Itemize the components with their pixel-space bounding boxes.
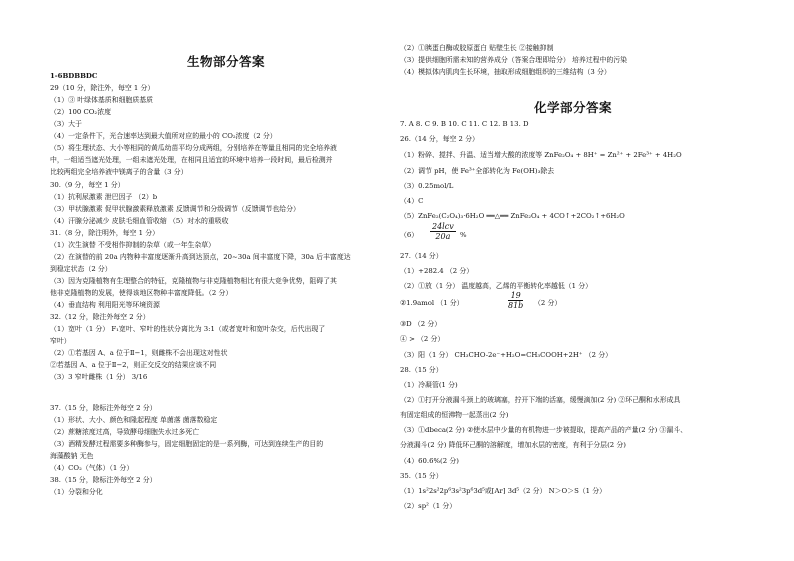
bio-line: 37.（15 分，除标注外每空 2 分） (50, 404, 157, 412)
chem-line: 27.（14 分） (400, 252, 443, 260)
bio-line: （3）提供细胞所需未知的营养成分（答案合理即给分） 培养过程中的污染 (400, 56, 628, 64)
chem-line: （1）冷凝管(1 分) (400, 381, 458, 389)
bio-line: 中，一组适当遮光处理，一组未遮光处理，在相同且适宜的环境中培养一段时间，最后检测并 (50, 156, 333, 164)
bio-line: 32.（12 分，除注外每空 2 分） (50, 313, 150, 321)
fraction-answer-6 (430, 222, 456, 241)
bio-line: 29（10 分，除注外，每空 1 分） (50, 84, 155, 92)
bio-line: （2）①胰蛋白酶或胶原蛋白 贴壁生长 ②接触抑制 (400, 44, 554, 52)
bio-line: 31.（8 分，除注明外，每空 1 分） (50, 229, 159, 237)
bio-line: （2）蔗糖浓度过高，导致酵母细胞失水过多死亡 (50, 428, 200, 436)
bio-line: 窄叶） (50, 337, 71, 345)
bio-line: （1）分裂和分化 (50, 488, 103, 496)
bio-line: （3）3 窄叶雌株（1 分） 3/16 (50, 373, 148, 381)
chem-line: 26.（14 分，每空 2 分） (400, 135, 479, 143)
bio-line: （3）甲状腺激素 促甲状腺激素释放激素 反馈调节和分级调节（反馈调节也给分） (50, 205, 300, 213)
bio-line: （3）酒精发酵过程需要多种酶参与，固定细胞固定的是一系列酶，可达到连续生产的目的 (50, 440, 324, 448)
chem-line: ③D （2 分） (400, 320, 442, 328)
bio-line: ②若基因 A、a 位于Ⅱ−2，则正交反交的结果应该不同 (50, 361, 217, 369)
chem-line: ②1.9amol （1 分） (400, 299, 464, 307)
bio-line: （3）大于 (50, 120, 82, 128)
fraction-denominator: 20a (435, 232, 451, 241)
chem-line: ④ > （2 分） (400, 335, 445, 343)
chemistry-title: 化学部分答案 (534, 100, 613, 115)
bio-line: （3）因为克隆植物有生理整合的特征，克隆植物与非克隆植物相比有很大竞争优势，阻碍了其 (50, 277, 337, 285)
chem-line: （1）1s²2s²2p⁶3s²3p⁶3d⁵或[Ar] 3d⁵（2 分） N＞O＞S（1 分） (400, 487, 607, 495)
chem-line: （2）调节 pH，使 Fe³⁺全部转化为 Fe(OH)₃除去 (400, 167, 555, 175)
bio-line: 到稳定状态（2 分） (50, 265, 112, 273)
bio-line: （4）汗腺分泌减少 皮肤毛细血管收缩 （5）对水的重吸收 (50, 217, 229, 225)
chem-line: 35.（15 分） (400, 472, 443, 480)
chem-line: 7. A 8. C 9. B 10. C 11. C 12. B 13. D (400, 120, 529, 128)
chem-line: （3）①dbeca(2 分) ②使水层中少量的有机物进一步被提取，提高产品的产量(2 分) ③漏斗、 (400, 426, 688, 434)
bio-line: （1）次生演替 不受相作抑制的杂草（或一年生杂草） (50, 241, 216, 249)
fraction-numerator: 24lcv (432, 222, 454, 231)
chem-line: 有固定组成的恒沸物一起蒸出(2 分) (400, 411, 509, 419)
bio-line: （4）CO₂（气体）（1 分） (50, 464, 134, 472)
chem-line: （2 分） (534, 299, 562, 307)
bio-line: （1）宽叶（1 分） F₁宽叶、窄叶的性状分离比为 3:1（或者宽叶和宽叶杂交，后代出现了 (50, 325, 326, 333)
bio-line: 38.（15 分，除标注外每空 2 分） (50, 476, 157, 484)
bio-line: 1-6BDBBDC (50, 72, 98, 80)
bio-line: （4）一定条件下，光合速率达到最大值所对应的最小的 CO₂浓度（2 分） (50, 132, 277, 140)
chem-line: （2）①放（1 分） 温度越高，乙烯的平衡转化率越低（1 分） (400, 282, 592, 290)
bio-line: （1）抗利尿激素 泄巴因子 （2）b (50, 193, 158, 201)
bio-line: （2）①若基因 A、a 位于Ⅱ−1，则雌株不会出现这对性状 (50, 349, 228, 357)
bio-line: （4）模拟体内肌肉生长环境，抽取形成细胞组织的三维结构（3 分） (400, 68, 611, 76)
bio-line: （2）在演替的前 20a 内物种丰富度逐渐升高到达顶点，20~30a 间丰富度下降，30a 后丰富度达 (50, 253, 351, 261)
chem-line: 分液漏斗(2 分) 降低环己酮的溶解度，增加水层的密度，有利于分层(2 分) (400, 441, 626, 449)
chem-line: （5）ZnFe₂(C₂O₄)₃·6H₂O ══△══ ZnFe₂O₄ + 4CO↑+2CO₂↑+6H₂O (400, 212, 625, 220)
bio-line: （2）100 CO₂浓度 (50, 108, 111, 116)
bio-line: 他非克隆植物的发展，使得该地区物种丰富度降低。（2 分） (50, 289, 233, 297)
chem-line: （3）阳（1 分） CH₃CHO-2e⁻+H₂O=CH₃COOH+2H⁺ （2 分） (400, 351, 612, 359)
chem-line: （2）sp²（1 分） (400, 502, 457, 510)
bio-line: 比较两组完全培养液中镁离子的含量（3 分） (50, 168, 188, 176)
chem-line: （4）60.6%(2 分) (400, 457, 459, 465)
chem-line: （3）0.25mol/L (400, 182, 454, 190)
bio-line: 30.（9 分，每空 1 分） (50, 181, 125, 189)
fraction-numerator: 19 (508, 291, 523, 301)
chem-line: （4）C (400, 197, 424, 205)
chem-line: 28.（15 分） (400, 366, 443, 374)
chem-line: （1）粉碎、搅拌、升温、适当增大酸的浓度等 ZnFe₂O₄ + 8H⁺ = Zn²⁺ + 2Fe³⁺ + 4H₂O (400, 151, 682, 159)
chem-line: （2）①打开分液漏斗颈上的玻璃塞，拧开下端的活塞，缓慢滴加(2 分) ②环己酮和水形成具 (400, 396, 681, 404)
fraction-denominator: 81b (508, 301, 524, 310)
bio-line: （4）垂直结构 利用阳光等环境资源 (50, 301, 160, 309)
bio-line: （5）将生理状态、大小等相同的黄瓜幼苗平均分成两组，分别培养在等量且相同的完全培养液 (50, 144, 337, 152)
chem-line: （1）+282.4 （2 分） (400, 267, 474, 275)
percent-sign: % (460, 231, 467, 239)
fraction-answer-27 (508, 291, 523, 310)
biology-title: 生物部分答案 (187, 54, 266, 69)
bio-line: （1）③ 叶绿体基质和细胞质基质 (50, 96, 154, 104)
bio-line: （1）形状、大小、颜色和隆起程度 单菌落 菌落数稳定 (50, 416, 218, 424)
bio-line: 海藻酸钠 无色 (50, 452, 94, 460)
chem-line: （6） (400, 231, 419, 239)
